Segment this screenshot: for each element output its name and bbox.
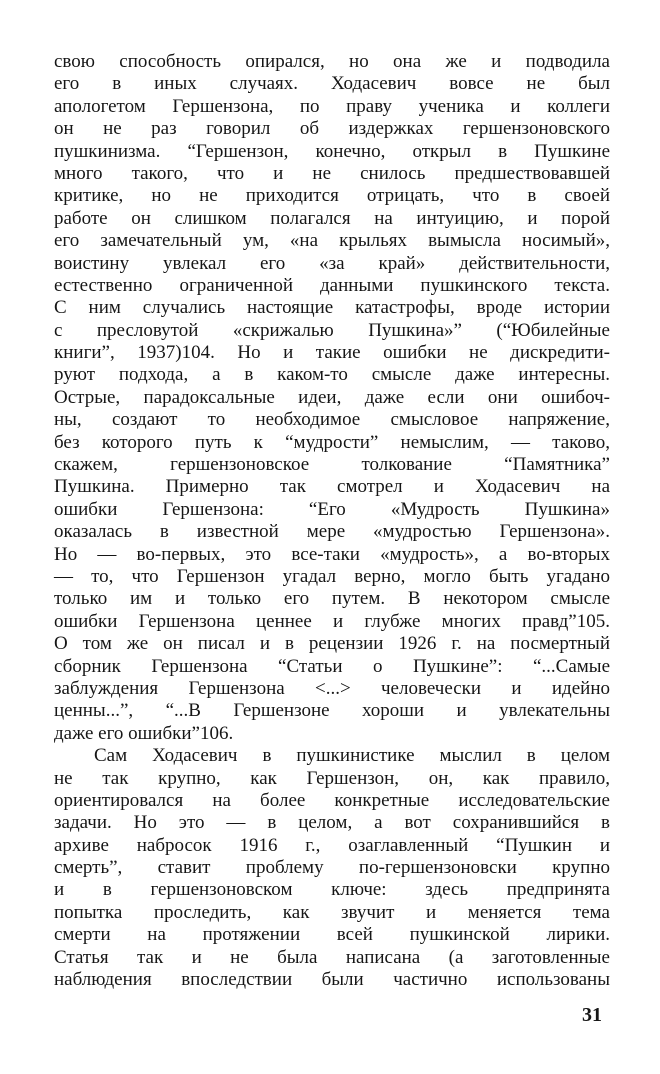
text-line: свою способность опирался, но она же и подводила xyxy=(54,51,610,72)
text-line: — то, что Гершензон угадал верно, могло быть угадано xyxy=(54,565,610,587)
text-line: его в иных случаях. Ходасевич вовсе не был xyxy=(54,73,610,95)
page-number: 31 xyxy=(582,1004,602,1026)
text-line: заблуждения Гершензона <...> человечески и идейно xyxy=(54,677,610,699)
text-line: даже его ошибки”106. xyxy=(54,722,234,744)
paragraph-2 xyxy=(54,745,610,991)
text-line: скажем, гершензоновское толкование “Памятника” xyxy=(54,454,610,476)
text-line: архиве набросок 1916 г., озаглавленный “Пушкин и xyxy=(54,834,610,856)
text-line: смерть”, ставит проблему по-гершензоновски крупно xyxy=(54,857,610,879)
text-line: С ним случались настоящие катастрофы, вроде истории xyxy=(54,297,610,319)
text-line: Пушкина. Примерно так смотрел и Ходасевич на xyxy=(54,476,610,498)
text-line: задачи. Но это — в целом, а вот сохранившийся в xyxy=(54,812,610,834)
text-line: Но — во-первых, это все-таки «мудрость», а во-вторых xyxy=(54,543,610,565)
text-line: Статья так и не была написана (а заготовленные xyxy=(54,946,610,968)
text-line: пушкинизма. “Гершензон, конечно, открыл в Пушкине xyxy=(54,140,610,162)
text-line: книги”, 1937)104. Но и такие ошибки не дискредити- xyxy=(54,342,610,364)
text-line: ценны...”, “...В Гершензоне хороши и увлекательны xyxy=(54,700,610,722)
text-line: попытка проследить, как звучит и меняется тема xyxy=(54,901,610,923)
text-line: оказалась в известной мере «мудростью Гершензона». xyxy=(54,521,610,543)
text-line: не так крупно, как Гершензон, он, как правило, xyxy=(54,767,610,789)
text-line: его замечательный ум, «на крыльях вымысла носимый», xyxy=(54,230,610,252)
text-line: без которого путь к “мудрости” немыслим, — таково, xyxy=(54,431,610,453)
text-line: работе он слишком полагался на интуицию, и порой xyxy=(54,207,610,229)
text-line: ориентировался на более конкретные исследовательские xyxy=(54,789,610,811)
page-body xyxy=(54,51,610,991)
text-line: воистину увлекал его «за край» действительности, xyxy=(54,252,610,274)
text-line: и в гершензоновском ключе: здесь предпринята xyxy=(54,879,610,901)
text-line: ны, создают то необходимое смысловое напряжение, xyxy=(54,409,610,431)
text-line: ошибки Гершензона: “Его «Мудрость Пушкина» xyxy=(54,498,610,520)
text-line: смерти на протяжении всей пушкинской лирики. xyxy=(54,924,610,946)
text-line: руют подхода, а в каком-то смысле даже интересны. xyxy=(54,364,610,386)
text-line: Острые, парадоксальные идеи, даже если они ошибоч- xyxy=(54,386,610,408)
text-line: ошибки Гершензона ценнее и глубже многих правд”105. xyxy=(54,610,610,632)
text-line: с пресловутой «скрижалью Пушкина»” (“Юбилейные xyxy=(54,319,610,341)
text-line: критике, но не приходится отрицать, что в своей xyxy=(54,185,610,207)
text-line: сборник Гершензона “Статьи о Пушкине”: “...Самые xyxy=(54,655,610,677)
text-line: он не раз говорил об издержках гершензоновского xyxy=(54,118,610,140)
text-line: естественно ограниченной данными пушкинского текста. xyxy=(54,274,610,296)
text-line: О том же он писал и в рецензии 1926 г. на посмертный xyxy=(54,633,610,655)
text-line: только им и только его путем. В некотором смысле xyxy=(54,588,610,610)
paragraph-1 xyxy=(54,51,610,745)
text-line: наблюдения впоследствии были частично использованы xyxy=(54,969,610,991)
text-line: Сам Ходасевич в пушкинистике мыслил в целом xyxy=(94,745,610,767)
text-line: апологетом Гершензона, по праву ученика и коллеги xyxy=(54,95,610,117)
text-line: много такого, что и не снилось предшествовавшей xyxy=(54,162,610,184)
